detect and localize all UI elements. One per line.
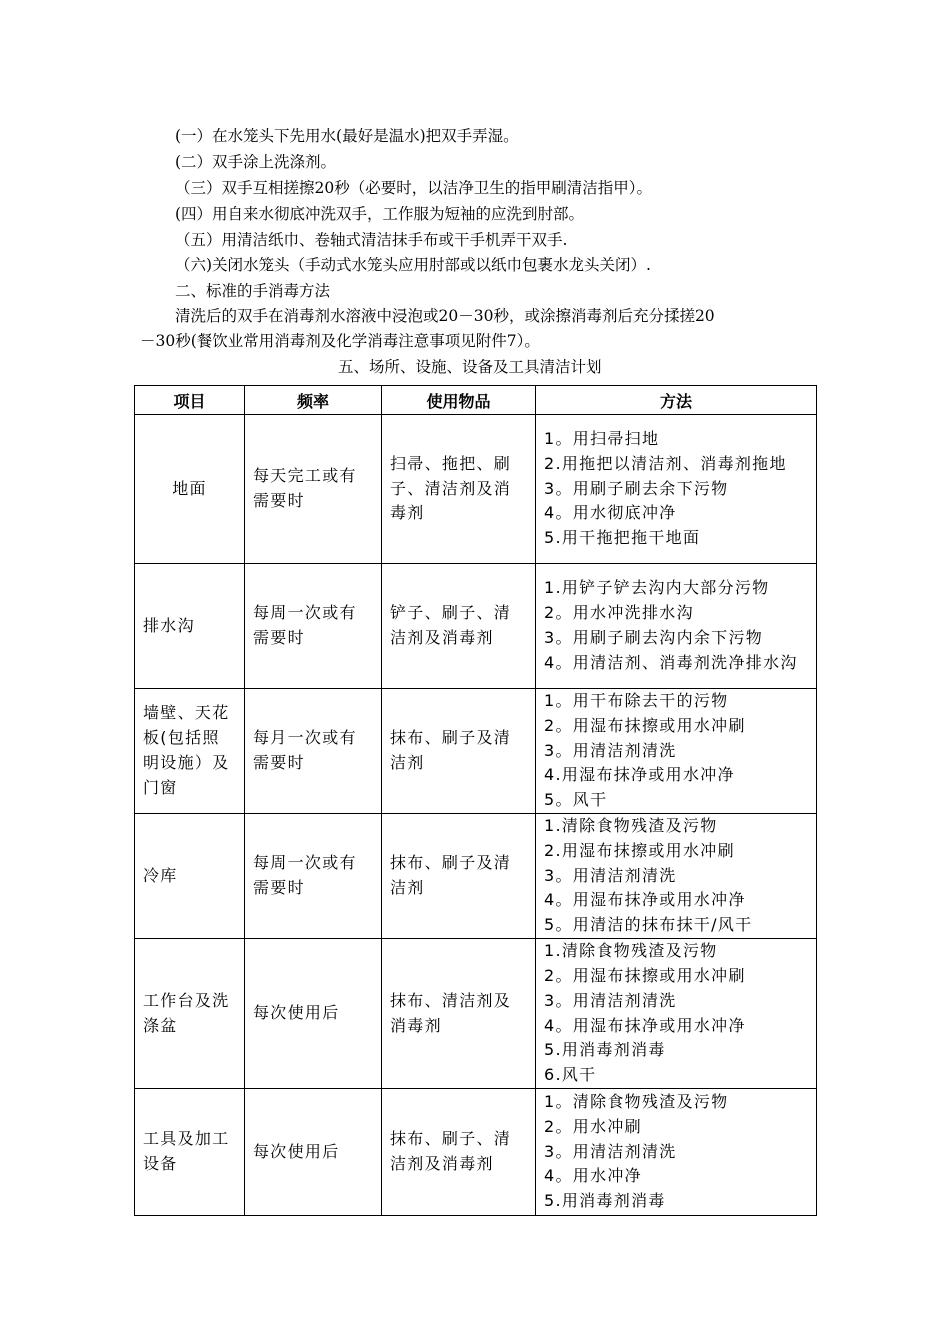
method-item: 6.风干: [544, 1065, 597, 1085]
step-1: (一）在水笼头下先用水(最好是温水)把双手弄湿。: [175, 127, 519, 145]
method-item: 5.用干拖把拖干地面: [544, 528, 701, 548]
method-item: 1.用铲子铲去沟内大部分污物: [544, 578, 770, 598]
method-item: 4。用湿布抹净或用水冲净: [544, 1015, 746, 1035]
step-6: （六)关闭水笼头（手动式水笼头应用肘部或以纸巾包裹水龙头关闭）.: [175, 256, 651, 274]
row-frequency: 每月一次或有需要时: [245, 689, 382, 814]
method-item: 2。用水冲刷: [544, 1116, 642, 1136]
row-supplies: 抹布、刷子及清洁剂: [382, 814, 536, 939]
step-4: (四）用自来水彻底冲洗双手，工作服为短袖的应洗到肘部。: [175, 205, 585, 223]
section2-body-line1: 清洗后的双手在消毒剂水溶液中浸泡或20－30秒，或涂擦消毒剂后充分揉搓20: [175, 307, 715, 325]
method-item: 3。用清洁剂清洗: [544, 990, 677, 1010]
table-row: [135, 939, 817, 1089]
table-row: [135, 564, 817, 689]
table-header-row: [135, 386, 817, 415]
method-item: 5。用清洁的抹布抹干/风干: [544, 915, 753, 935]
method-item: 5.用消毒剂消毒: [544, 1040, 666, 1060]
method-item: 4。用水冲净: [544, 1166, 642, 1186]
row-item: 墙壁、天花板(包括照明设施）及门窗: [135, 689, 245, 814]
method-item: 4。用湿布抹净或用水冲净: [544, 890, 746, 910]
row-methods: [536, 415, 817, 564]
row-frequency: 每次使用后: [245, 939, 382, 1089]
row-item: 冷库: [135, 814, 245, 939]
method-item: 3。用清洁剂清洗: [544, 865, 677, 885]
row-frequency: 每周一次或有需要时: [245, 564, 382, 689]
method-item: 3。用清洁剂清洗: [544, 1141, 677, 1161]
row-methods: [536, 939, 817, 1089]
method-item: 5.用消毒剂消毒: [544, 1191, 666, 1211]
step-2: (二）双手涂上洗涤剂。: [175, 153, 337, 171]
row-methods: [536, 1089, 817, 1216]
row-frequency: 每天完工或有需要时: [245, 415, 382, 564]
header-supplies: 使用物品: [382, 386, 536, 415]
method-item: 4。用清洁剂、消毒剂洗净排水沟: [544, 652, 798, 672]
method-item: 3。用刷子刷去沟内余下污物: [544, 628, 764, 647]
table-row: [135, 689, 817, 814]
method-item: 3。用清洁剂清洗: [544, 740, 677, 760]
step-5: （五）用清洁纸巾、卷轴式清洁抹手布或干手机弄干双手.: [175, 231, 568, 249]
row-item: 工作台及洗涤盆: [135, 939, 245, 1089]
row-methods: [536, 814, 817, 939]
row-supplies: 抹布、清洁剂及消毒剂: [382, 939, 536, 1089]
row-supplies: 扫帚、拖把、刷子、清洁剂及消毒剂: [382, 415, 536, 564]
header-item: 项目: [135, 386, 245, 415]
row-frequency: 每周一次或有需要时: [245, 814, 382, 939]
method-item: 2.用湿布抹擦或用水冲刷: [544, 840, 735, 860]
section2-body-line2: －30秒(餐饮业常用消毒剂及化学消毒注意事项见附件7）。: [140, 332, 540, 350]
method-item: 3。用刷子刷去余下污物: [544, 478, 729, 498]
method-item: 1.清除食物残渣及污物: [544, 941, 718, 961]
method-item: 2。用湿布抹擦或用水冲刷: [544, 715, 746, 735]
step-3: （三）双手互相搓擦20秒（必要时，以洁净卫生的指甲刷清洁指甲）。: [175, 179, 652, 197]
row-item: 排水沟: [135, 564, 245, 689]
section2-heading: 二、标准的手消毒方法: [175, 282, 331, 300]
method-item: 4。用水彻底冲净: [544, 503, 677, 523]
method-item: 1。用扫帚扫地: [544, 429, 660, 448]
method-item: 4.用湿布抹净或用水冲净: [544, 765, 735, 785]
method-item: 2。用水冲洗排水沟: [544, 603, 694, 623]
method-item: 2。用湿布抹擦或用水冲刷: [544, 965, 746, 985]
row-methods: [536, 564, 817, 689]
header-frequency: 频率: [245, 386, 382, 415]
table-row: [135, 415, 817, 564]
section5-title: 五、场所、设施、设备及工具清洁计划: [338, 358, 602, 376]
method-item: 1。清除食物残渣及污物: [544, 1092, 729, 1111]
method-item: 5。风干: [544, 790, 608, 810]
method-item: 2.用拖把以清洁剂、消毒剂拖地: [544, 453, 787, 473]
method-item: 1。用干布除去干的污物: [544, 691, 729, 710]
row-item: 地面: [135, 415, 245, 564]
table-row: [135, 1089, 817, 1216]
row-frequency: 每次使用后: [245, 1089, 382, 1216]
header-methods: 方法: [536, 386, 817, 415]
method-item: 1.清除食物残渣及污物: [544, 816, 718, 835]
row-item: 工具及加工设备: [135, 1089, 245, 1216]
cleaning-plan-table: [134, 385, 817, 1216]
row-supplies: 抹布、刷子及清洁剂: [382, 689, 536, 814]
row-supplies: 抹布、刷子、清洁剂及消毒剂: [382, 1089, 536, 1216]
row-supplies: 铲子、刷子、清洁剂及消毒剂: [382, 564, 536, 689]
row-methods: [536, 689, 817, 814]
table-row: [135, 814, 817, 939]
